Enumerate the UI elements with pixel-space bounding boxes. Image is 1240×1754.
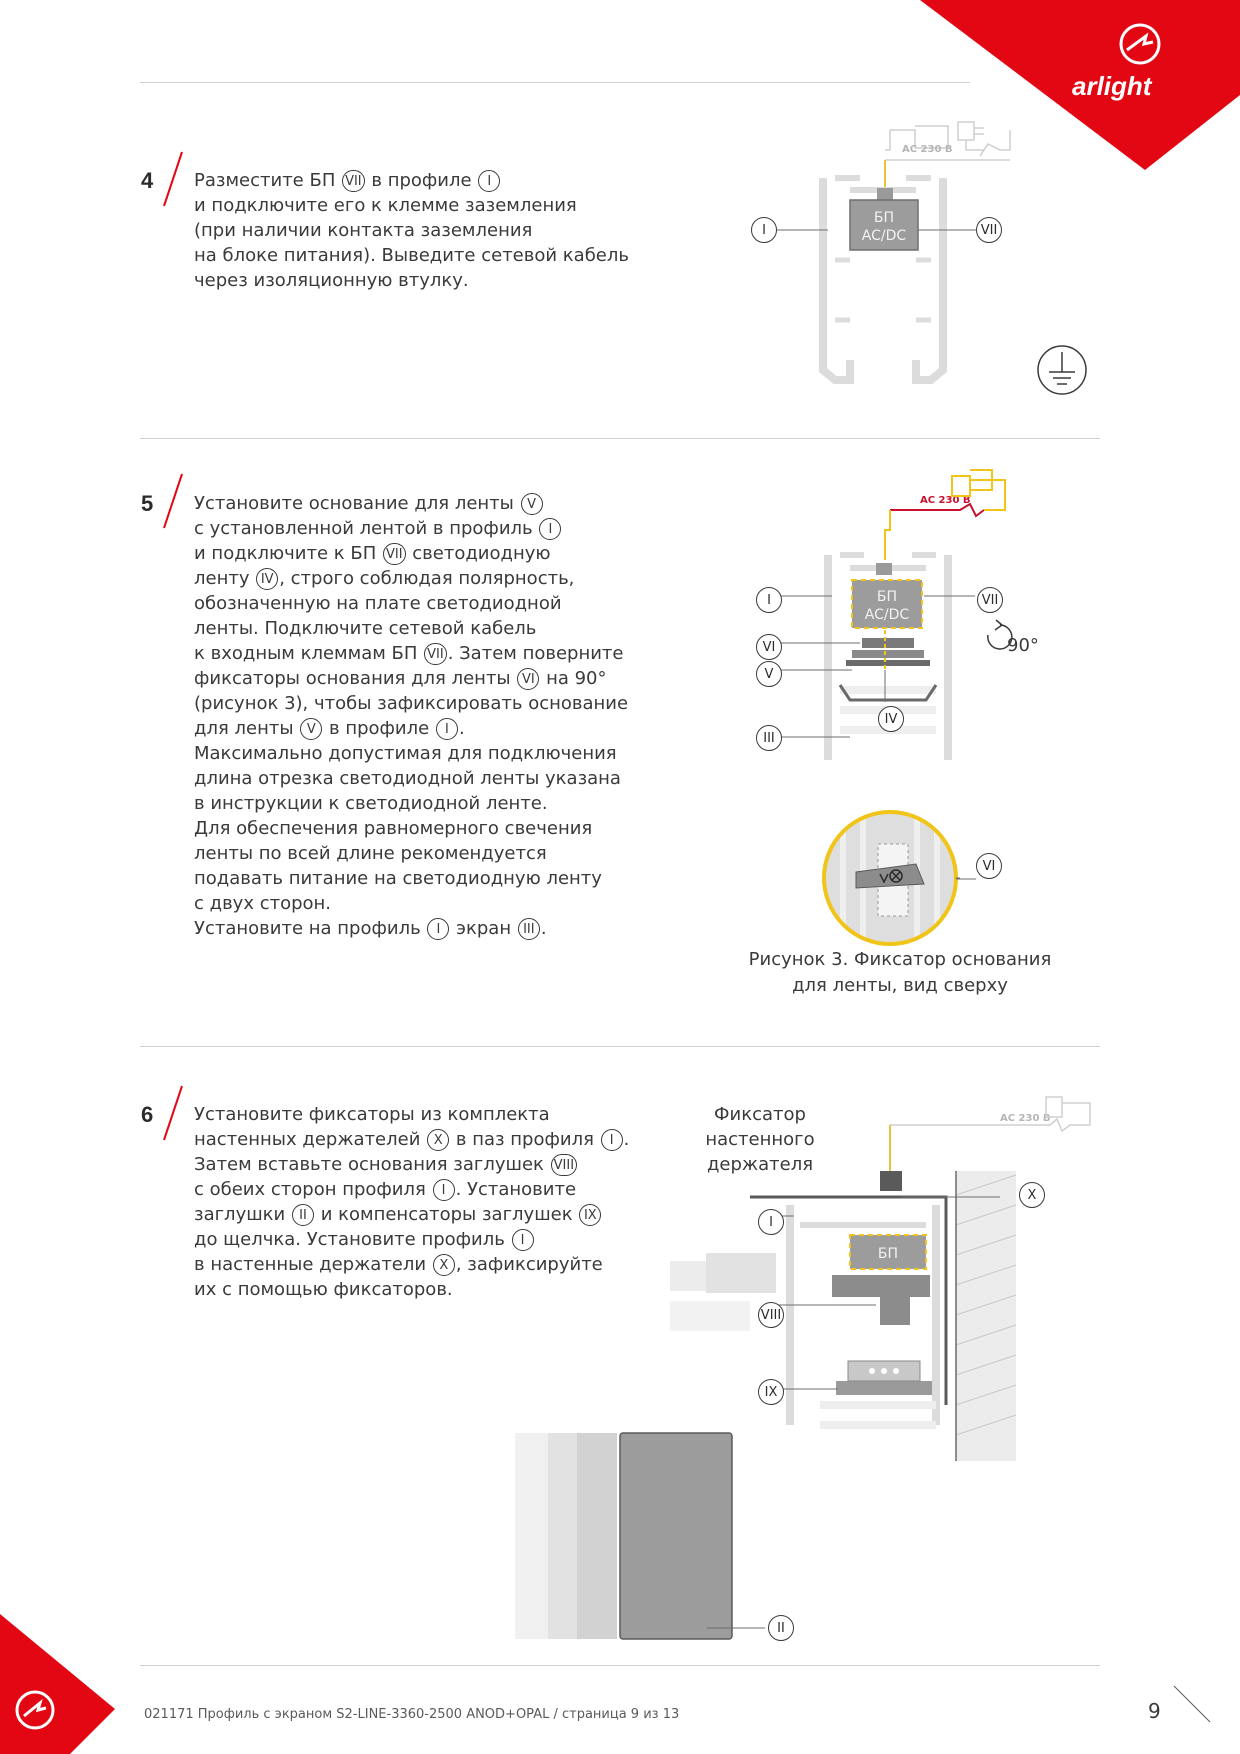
top-rule [140, 82, 970, 83]
psu-label: БП [877, 1246, 899, 1262]
roman-ref-badge: I [601, 1129, 623, 1151]
step-line: длина отрезка светодиодной ленты указана [194, 768, 621, 789]
step-line: (при наличии контакта заземления [194, 220, 533, 241]
psu-label: AC/DC [864, 607, 910, 623]
psu-label: БП [873, 210, 895, 226]
roman-ref-badge: I [433, 1179, 455, 1201]
psu-label: AC/DC [861, 228, 907, 244]
ground-icon [1038, 346, 1086, 394]
step-line: Разместите БП VII в профиле I [194, 168, 634, 193]
step-line: с обеих сторон профиля I . Установите [194, 1179, 577, 1200]
callout-VII: VII [976, 217, 1002, 243]
step-slash-icon [160, 150, 186, 210]
step-line: Установите фиксаторы из комплекта [194, 1104, 550, 1125]
callout-VIII: VIII [758, 1302, 784, 1328]
callout-I: I [758, 1209, 784, 1235]
step-number-6: 6 [141, 1102, 154, 1127]
callout-IV: IV [878, 706, 904, 732]
callout-IX: IX [758, 1379, 784, 1405]
diagram-psu-in-profile [740, 120, 1110, 400]
roman-ref-badge: V [300, 718, 322, 740]
psu-label: БП [876, 589, 898, 605]
ac-label: AC 230 В [902, 144, 953, 155]
roman-ref-badge: I [539, 518, 561, 540]
callout-VII: VII [977, 587, 1003, 613]
roman-ref-badge: VI [517, 668, 539, 690]
callout-I: I [751, 217, 777, 243]
roman-ref-badge: VII [424, 643, 447, 665]
callout-VI: VI [756, 634, 782, 660]
roman-ref-badge: VII [342, 170, 365, 192]
roman-ref-badge: VII [383, 543, 406, 565]
step-line: ленту IV , строго соблюдая полярность, [194, 568, 575, 589]
step-line: настенных держателей X в паз профиля I . [194, 1129, 630, 1150]
roman-ref-badge: IX [579, 1204, 601, 1226]
step-line: фиксаторы основания для ленты VI на 90° [194, 668, 607, 689]
diagram-wall-mount [670, 1085, 1110, 1465]
brand-logo-text: arlight [1072, 71, 1152, 101]
footer-rule [140, 1665, 1100, 1666]
detail-fixer-top-view [820, 808, 960, 948]
roman-ref-badge: I [512, 1229, 534, 1251]
callout-V: V [756, 661, 782, 687]
step-line: Максимально допустимая для подключения [194, 743, 617, 764]
step-line: с двух сторон. [194, 893, 332, 914]
step-line: в инструкции к светодиодной ленте. [194, 793, 548, 814]
step-5-text [194, 491, 634, 941]
step-number-5: 5 [141, 491, 154, 516]
step-4-text [194, 168, 634, 293]
roman-ref-badge: V [521, 493, 543, 515]
section-divider-1 [140, 438, 1100, 439]
step-line: через изоляционную втулку. [194, 270, 469, 291]
roman-ref-badge: X [427, 1129, 449, 1151]
step-slash-icon [160, 1084, 186, 1144]
brand-corner-bottom [0, 1614, 120, 1754]
step-line: с установленной лентой в профиль I [194, 516, 634, 541]
roman-ref-badge: I [478, 170, 500, 192]
figure-caption: Рисунок 3. Фиксатор основания для ленты, вид сверху [748, 949, 1052, 996]
diagram-strip-base-install [740, 460, 1040, 790]
step-line: Затем вставьте основания заглушек VIII [194, 1152, 634, 1177]
roman-ref-badge: VIII [551, 1154, 577, 1176]
end-cap-illustration [515, 1430, 795, 1645]
step-6-text [194, 1102, 634, 1302]
ac-label: AC 230 В [920, 495, 971, 506]
step-line: Для обеспечения равномерного свечения [194, 818, 593, 839]
step-line: и подключите к БП VII светодиодную [194, 543, 551, 564]
roman-ref-badge: III [518, 918, 540, 940]
callout-II: II [768, 1615, 794, 1641]
step-line: и подключите его к клемме заземления [194, 195, 577, 216]
step-line: для ленты V в профиле I . [194, 718, 465, 739]
rotation-label: 90° [1007, 635, 1039, 656]
ac-label: AC 230 В [1000, 1113, 1051, 1124]
roman-ref-badge: IV [256, 568, 278, 590]
callout-I: I [756, 587, 782, 613]
step-line: Установите основание для ленты V [194, 491, 634, 516]
step-line: в настенные держатели X , зафиксируйте [194, 1254, 603, 1275]
roman-ref-badge: X [433, 1254, 455, 1276]
roman-ref-badge: II [292, 1204, 314, 1226]
step-line: до щелчка. Установите профиль I [194, 1227, 634, 1252]
page-number: 9 [1148, 1699, 1161, 1723]
step-line: заглушки II и компенсаторы заглушек IX [194, 1202, 634, 1227]
footer-document-info: 021171 Профиль с экраном S2-LINE-3360-2500 ANOD+OPAL / страница 9 из 13 [144, 1707, 680, 1722]
step-line: подавать питание на светодиодную ленту [194, 868, 602, 889]
step-number-4: 4 [141, 168, 154, 193]
step-slash-icon [160, 472, 186, 532]
roman-ref-badge: I [436, 718, 458, 740]
page-slash-icon [1172, 1684, 1214, 1726]
step-line: их с помощью фиксаторов. [194, 1279, 453, 1300]
step-line: обозначенную на плате светодиодной [194, 593, 562, 614]
callout-III: III [756, 725, 782, 751]
roman-ref-badge: I [427, 918, 449, 940]
step-line: на блоке питания). Выведите сетевой кабель [194, 245, 629, 266]
step-line: к входным клеммам БП VII . Затем поверните [194, 643, 624, 664]
callout-VI: VI [976, 853, 1002, 879]
step-line: Установите на профиль I экран III . [194, 918, 547, 939]
step-line: ленты. Подключите сетевой кабель [194, 618, 537, 639]
callout-X: X [1019, 1182, 1045, 1208]
step-line: ленты по всей длине рекомендуется [194, 843, 547, 864]
section-divider-2 [140, 1046, 1100, 1047]
wall-holder-label: Фиксатор настенного держателя [705, 1104, 815, 1175]
step-line: (рисунок 3), чтобы зафиксировать основание [194, 693, 629, 714]
